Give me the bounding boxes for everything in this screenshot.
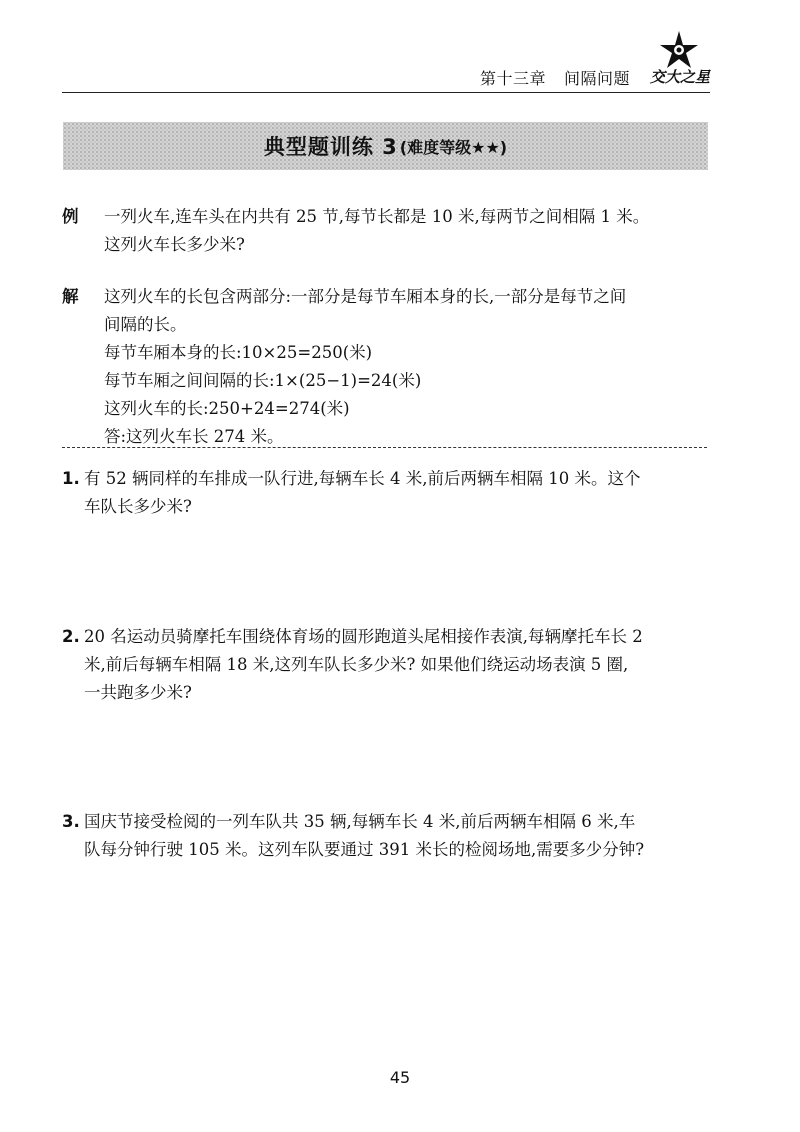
question-line: 20 名运动员骑摩托车围绕体育场的圆形跑道头尾相接作表演,每辆摩托车长 2 <box>84 627 643 646</box>
example-tag: 例 <box>62 207 79 226</box>
solution-line: 这列火车的长:250+24=274(米) <box>104 399 350 418</box>
chapter-heading <box>480 66 630 89</box>
difficulty-level: (难度等级★★) <box>399 137 508 157</box>
solution-line: 每节车厢之间间隔的长:1×(25−1)=24(米) <box>104 371 422 390</box>
question-number: 1. <box>62 469 80 488</box>
example-block <box>62 203 722 259</box>
question-line: 有 52 辆同样的车排成一队行进,每辆车长 4 米,前后两辆车相隔 10 米。这个 <box>84 469 641 488</box>
question-line: 米,前后每辆车相隔 18 米,这列车队长多少米? 如果他们绕运动场表演 5 圈, <box>84 655 629 674</box>
solution-tag: 解 <box>62 287 79 306</box>
question-number: 2. <box>62 627 80 646</box>
solution-block <box>62 283 722 451</box>
question-line: 车队长多少米? <box>84 497 192 516</box>
question-3 <box>62 808 722 864</box>
question-2 <box>62 623 722 707</box>
header-rule <box>62 92 710 93</box>
example-line: 一列火车,连车头在内共有 25 节,每节长都是 10 米,每两节之间相隔 1 米。 <box>104 207 650 226</box>
section-title: 典型题训练 3 <box>263 135 398 159</box>
question-line: 队每分钟行驶 105 米。这列车队要通过 391 米长的检阅场地,需要多少分钟? <box>84 840 645 859</box>
chapter-topic: 间隔问题 <box>563 69 630 88</box>
section-title-band <box>63 122 708 170</box>
solution-line: 这列火车的长包含两部分:一部分是每节车厢本身的长,一部分是每节之间 <box>104 287 627 306</box>
chapter-label: 第十三章 <box>479 69 546 88</box>
page-number: 45 <box>389 1068 411 1087</box>
question-number: 3. <box>62 812 80 831</box>
question-line: 一共跑多少米? <box>84 683 192 702</box>
question-line: 国庆节接受检阅的一列车队共 35 辆,每辆车长 4 米,前后两辆车相隔 6 米,车 <box>84 812 636 831</box>
example-line: 这列火车长多少米? <box>104 235 245 254</box>
dashed-divider <box>62 447 707 448</box>
solution-line: 每节车厢本身的长:10×25=250(米) <box>104 343 373 362</box>
page-header <box>62 30 710 94</box>
question-1 <box>62 465 722 521</box>
solution-line: 答:这列火车长 274 米。 <box>104 427 284 446</box>
brand-wordmark: 交大之星 <box>649 68 710 86</box>
star-logo-icon <box>656 30 702 70</box>
solution-line: 间隔的长。 <box>104 315 187 334</box>
